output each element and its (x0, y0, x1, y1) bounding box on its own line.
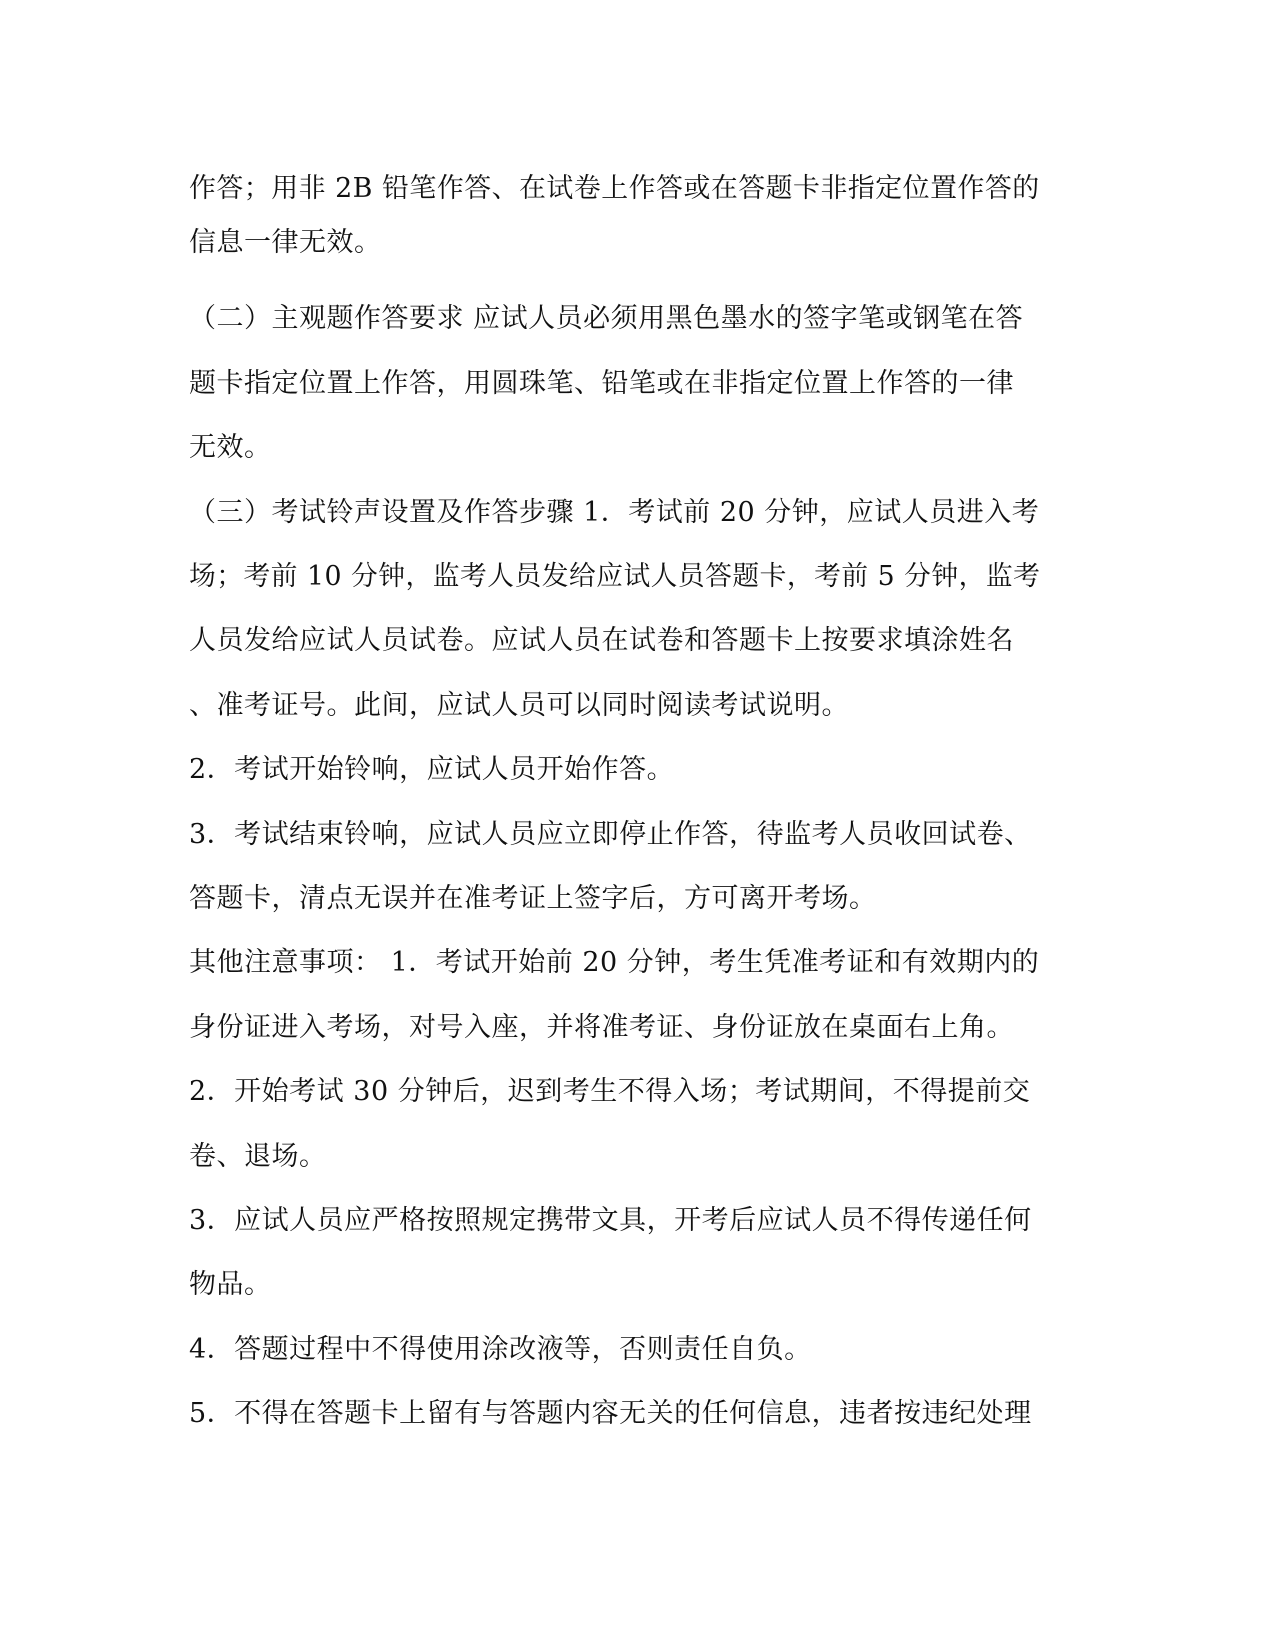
text-line: 题卡指定位置上作答，用圆珠笔、铅笔或在非指定位置上作答的一律 (189, 368, 1014, 399)
text-line: 5．不得在答题卡上留有与答题内容无关的任何信息，违者按违纪处理 (189, 1398, 1032, 1429)
text-line: 场；考前 10 分钟，监考人员发给应试人员答题卡，考前 5 分钟，监考 (189, 561, 1041, 592)
text-line: 卷、退场。 (189, 1141, 327, 1172)
text-line: 答题卡，清点无误并在准考证上签字后，方可离开考场。 (189, 883, 877, 914)
text-line: （三）考试铃声设置及作答步骤 1．考试前 20 分钟，应试人员进入考 (189, 497, 1040, 528)
text-line: 2．开始考试 30 分钟后，迟到考生不得入场；考试期间，不得提前交 (189, 1076, 1031, 1107)
text-line: 信息一律无效。 (189, 227, 382, 258)
text-line: 作答；用非 2B 铅笔作答、在试卷上作答或在答题卡非指定位置作答的 (189, 173, 1040, 204)
text-line: （二）主观题作答要求 应试人员必须用黑色墨水的签字笔或钢笔在答 (189, 303, 1024, 334)
text-line: 3．考试结束铃响，应试人员应立即停止作答，待监考人员收回试卷、 (189, 819, 1032, 850)
text-line: 、准考证号。此间，应试人员可以同时阅读考试说明。 (189, 690, 849, 721)
text-line: 2．考试开始铃响，应试人员开始作答。 (189, 754, 675, 785)
text-line: 物品。 (189, 1269, 272, 1300)
text-line: 无效。 (189, 432, 272, 463)
text-line: 3．应试人员应严格按照规定携带文具，开考后应试人员不得传递任何 (189, 1205, 1032, 1236)
text-line: 人员发给应试人员试卷。应试人员在试卷和答题卡上按要求填涂姓名 (189, 625, 1014, 656)
text-line: 其他注意事项： 1．考试开始前 20 分钟，考生凭准考证和有效期内的 (189, 947, 1040, 978)
text-line: 身份证进入考场，对号入座，并将准考证、身份证放在桌面右上角。 (189, 1012, 1014, 1043)
text-line: 4．答题过程中不得使用涂改液等，否则责任自负。 (189, 1334, 812, 1365)
